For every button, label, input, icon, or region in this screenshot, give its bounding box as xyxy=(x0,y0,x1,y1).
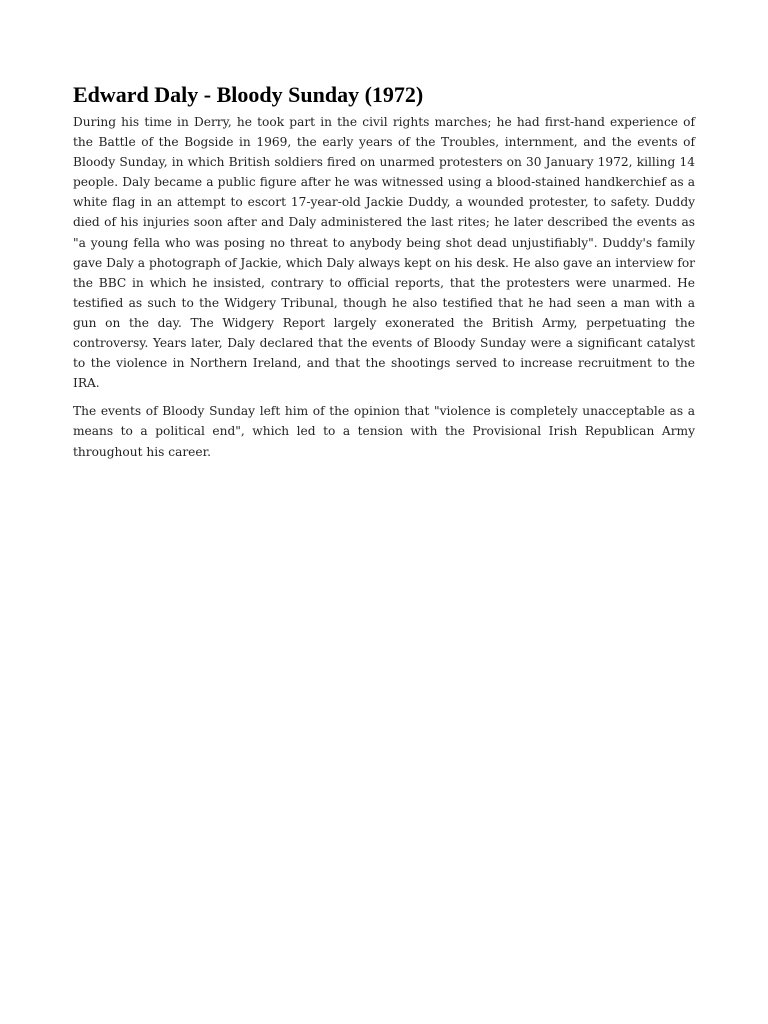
document-title: Edward Daly - Bloody Sunday (1972) xyxy=(73,82,424,107)
paragraph-bloody-sunday-account: During his time in Derry, he took part in the civil rights marches; he had first-hand experience of the Battle of the Bogside in 1969, the early years of the Troubles, internment, and the events of Bloody Sunday, in which British soldiers fired on unarmed protesters on 30 January 1972, killing 14 people. Daly became a public figure after he was witnessed using a blood-stained handkerchief as a white flag in an attempt to escort 17-year-old Jackie Duddy, a wounded protester, to safety. Duddy died of his injuries soon after and Daly administered the last rites; he later described the events as "a young fella who was posing no threat to anybody being shot dead unjustifiably". Duddy's family gave Daly a photograph of Jackie, which Daly always kept on his desk. He also gave an interview for the BBC in which he insisted, contrary to official reports, that the protesters were unarmed. He testified as such to the Widgery Tribunal, though he also testified that he had seen a man with a gun on the day. The Widgery Report largely exonerated the British Army, perpetuating the controversy. Years later, Daly declared that the events of Bloody Sunday were a significant catalyst to the violence in Northern Ireland, and that the shootings served to increase recruitment to the IRA. xyxy=(73,115,695,391)
document-page xyxy=(73,82,695,470)
paragraph-opinion-on-violence: The events of Bloody Sunday left him of the opinion that "violence is completely unacceptable as a means to a political end", which led to a tension with the Provisional Irish Republican Army throughout his career. xyxy=(73,404,695,459)
